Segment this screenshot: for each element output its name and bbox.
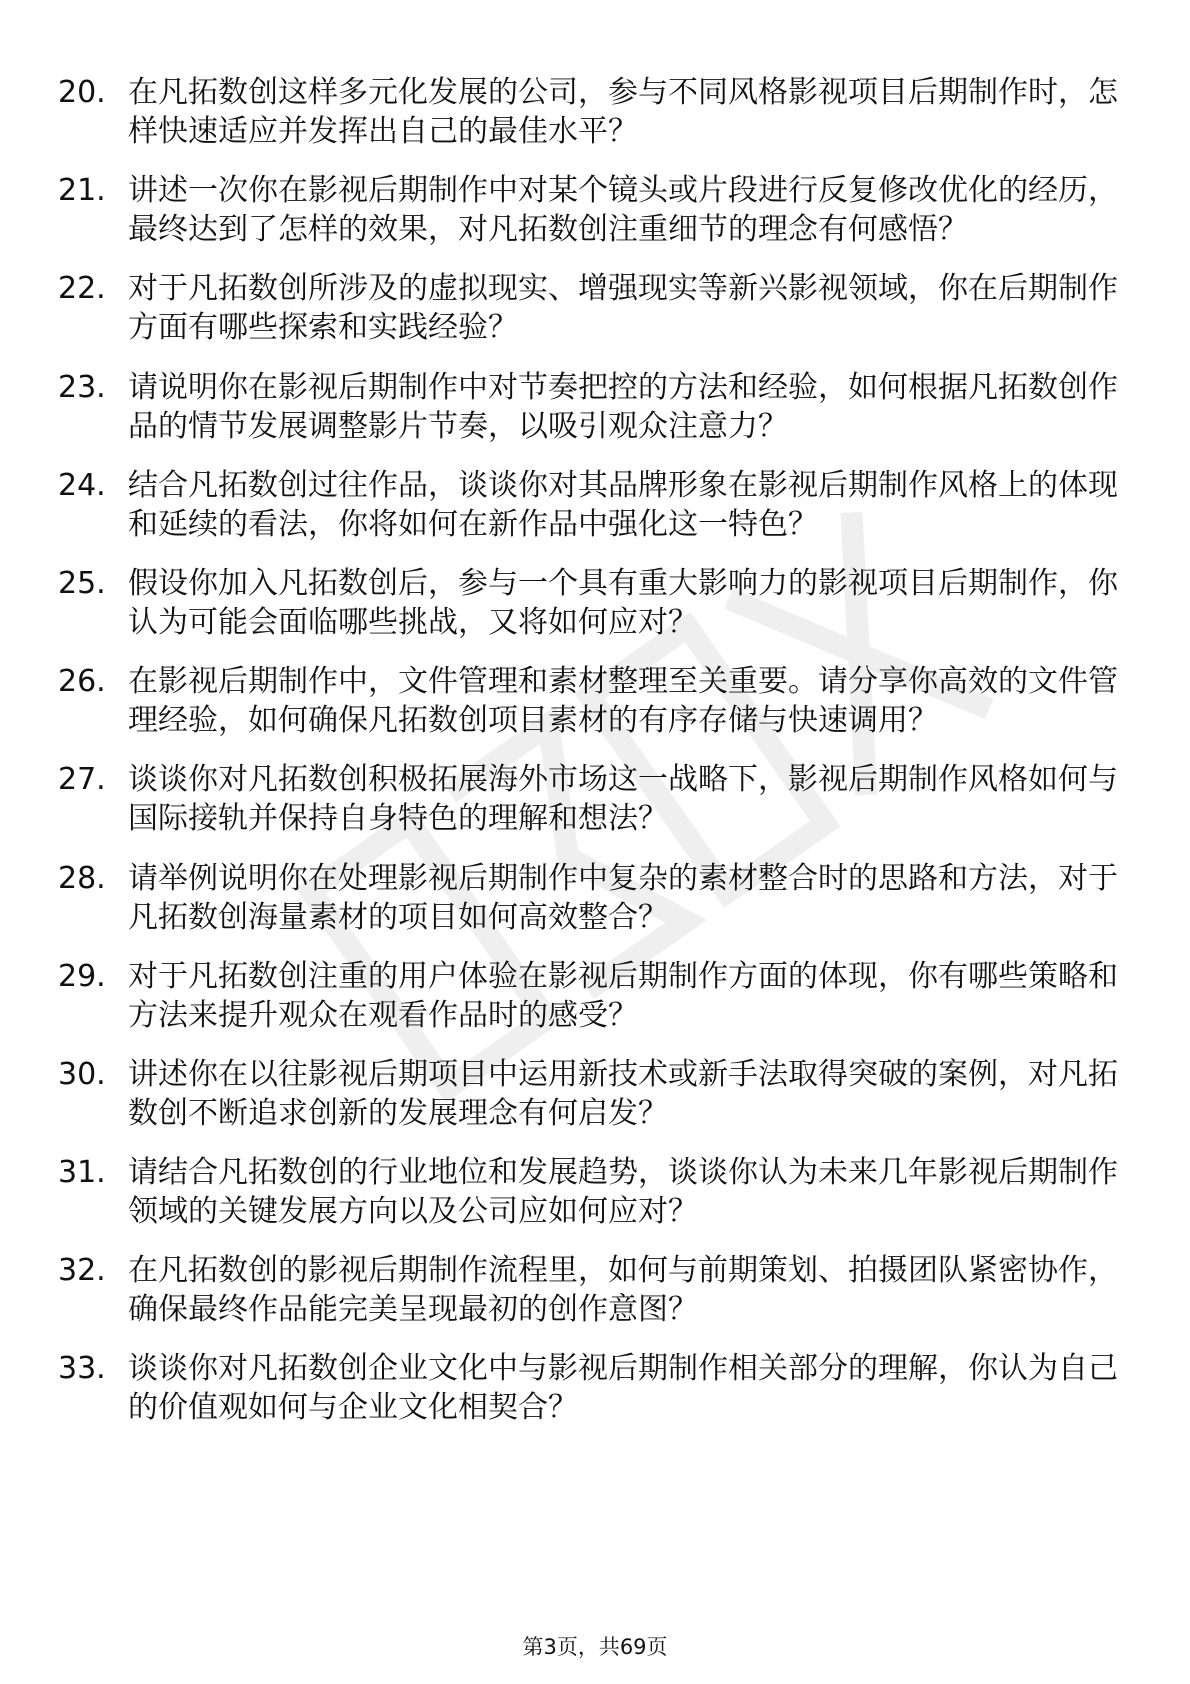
question-number: 26. bbox=[58, 664, 106, 700]
question-item bbox=[58, 1349, 1118, 1427]
question-number: 28. bbox=[58, 860, 106, 896]
question-text: 讲述一次你在影视后期制作中对某个镜头或片段进行反复修改优化的经历，最终达到了怎样的效果，对凡拓数创注重细节的理念有何感悟？ bbox=[128, 173, 1118, 248]
question-number: 23. bbox=[58, 369, 106, 405]
question-item bbox=[58, 73, 1118, 151]
question-text: 在影视后期制作中，文件管理和素材整理至关重要。请分享你高效的文件管理经验，如何确保凡拓数创项目素材的有序存储与快速调用？ bbox=[128, 664, 1118, 739]
question-item bbox=[58, 1251, 1118, 1329]
question-text: 在凡拓数创的影视后期制作流程里，如何与前期策划、拍摄团队紧密协作，确保最终作品能完美呈现最初的创作意图？ bbox=[128, 1253, 1118, 1328]
question-text: 结合凡拓数创过往作品，谈谈你对其品牌形象在影视后期制作风格上的体现和延续的看法，你将如何在新作品中强化这一特色？ bbox=[128, 467, 1118, 542]
question-number: 20. bbox=[58, 75, 106, 110]
question-text: 在凡拓数创这样多元化发展的公司，参与不同风格影视项目后期制作时，怎样快速适应并发挥出自己的最佳水平？ bbox=[128, 75, 1118, 149]
page-footer: 第3页，共69页 bbox=[522, 1635, 668, 1659]
question-text: 请说明你在影视后期制作中对节奏把控的方法和经验，如何根据凡拓数创作品的情节发展调整影片节奏，以吸引观众注意力？ bbox=[128, 369, 1118, 444]
question-text: 请结合凡拓数创的行业地位和发展趋势，谈谈你认为未来几年影视后期制作领域的关键发展方向以及公司应如何应对？ bbox=[128, 1155, 1118, 1230]
question-item bbox=[58, 171, 1118, 249]
question-number: 31. bbox=[58, 1155, 106, 1191]
question-text: 谈谈你对凡拓数创企业文化中与影视后期制作相关部分的理解，你认为自己的价值观如何与企业文化相契合？ bbox=[128, 1351, 1118, 1426]
question-item bbox=[58, 1055, 1118, 1133]
question-list bbox=[58, 73, 1118, 1448]
question-number: 22. bbox=[58, 271, 106, 307]
question-text: 请举例说明你在处理影视后期制作中复杂的素材整合时的思路和方法，对于凡拓数创海量素材的项目如何高效整合？ bbox=[128, 860, 1118, 935]
question-item bbox=[58, 760, 1118, 838]
question-number: 32. bbox=[58, 1253, 106, 1289]
question-item bbox=[58, 859, 1118, 937]
question-text: 对于凡拓数创所涉及的虚拟现实、增强现实等新兴影视领域，你在后期制作方面有哪些探索和实践经验？ bbox=[128, 271, 1118, 346]
question-number: 33. bbox=[58, 1351, 106, 1387]
question-number: 25. bbox=[58, 565, 106, 601]
question-item bbox=[58, 957, 1118, 1035]
question-item bbox=[58, 269, 1118, 347]
question-text: 假设你加入凡拓数创后，参与一个具有重大影响力的影视项目后期制作，你认为可能会面临哪些挑战，又将如何应对？ bbox=[128, 565, 1118, 640]
question-item bbox=[58, 1153, 1118, 1231]
question-number: 29. bbox=[58, 958, 106, 994]
question-item bbox=[58, 466, 1118, 544]
question-text: 讲述你在以往影视后期项目中运用新技术或新手法取得突破的案例，对凡拓数创不断追求创新的发展理念有何启发？ bbox=[128, 1056, 1118, 1131]
question-text: 谈谈你对凡拓数创积极拓展海外市场这一战略下，影视后期制作风格如何与国际接轨并保持自身特色的理解和想法？ bbox=[128, 762, 1118, 837]
question-number: 30. bbox=[58, 1056, 106, 1092]
question-number: 24. bbox=[58, 467, 106, 503]
question-text: 对于凡拓数创注重的用户体验在影视后期制作方面的体现，你有哪些策略和方法来提升观众在观看作品时的感受？ bbox=[128, 958, 1118, 1033]
question-number: 21. bbox=[58, 173, 106, 209]
question-item bbox=[58, 662, 1118, 740]
question-number: 27. bbox=[58, 762, 106, 798]
question-item bbox=[58, 564, 1118, 642]
question-item bbox=[58, 368, 1118, 446]
